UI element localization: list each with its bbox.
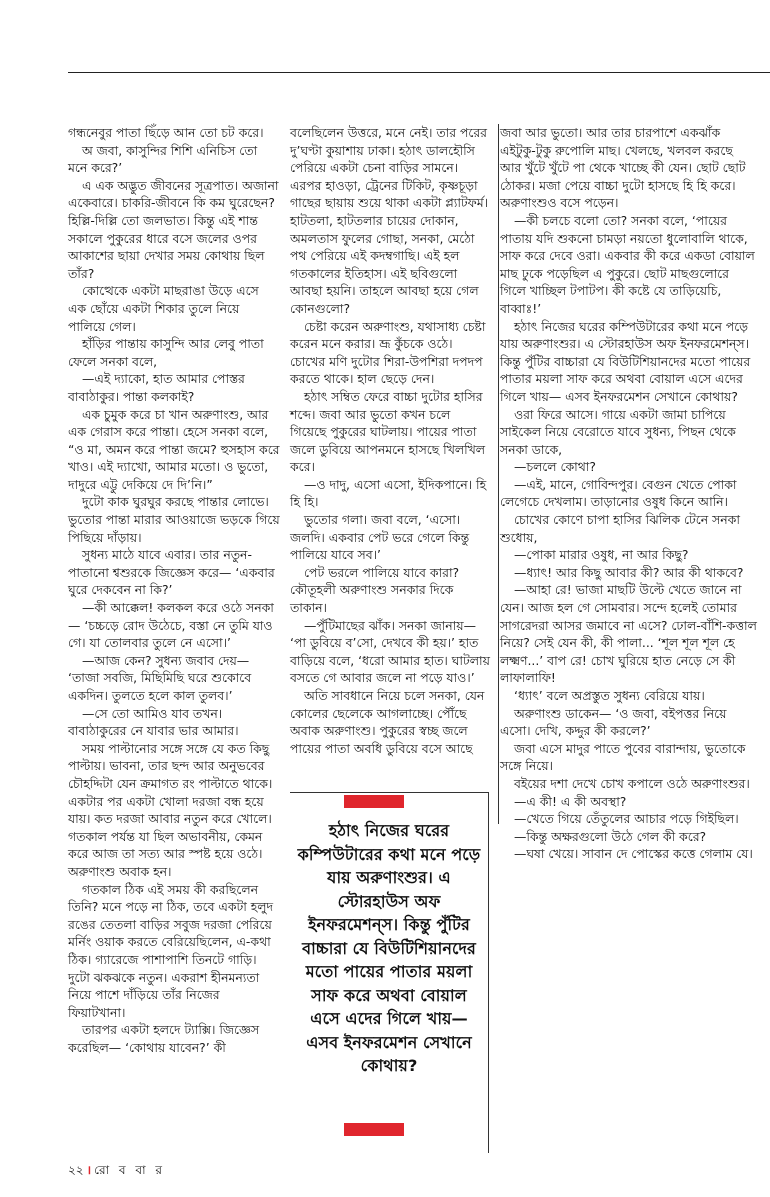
pull-quote-accent-bottom xyxy=(344,1123,404,1136)
top-rule xyxy=(68,72,770,73)
paragraph: চেষ্টা করেন অরুণাংশু, যথাসাধ্য চেষ্টা করেন মনে করার। ভ্রূ কুঁচকে ওঠে। চোখের মণি দুটোর শিরা-উপশিরা দপদপ করতে থাকে। হাল ছেড়ে দেন। xyxy=(290,318,486,387)
paragraph: —এ কী! এ কী অবস্থা? xyxy=(514,793,627,809)
paragraph: দুটো কাক ঘুরঘুর করছে পান্তার লোভে। ভুতোর পান্তা মারার আওয়াজে ভড়কে গিয়ে পিছিয়ে দাঁড়ায়। xyxy=(68,494,280,545)
paragraph: —ঘষা খেয়ে। সাবান দে পোস্কের কত্তে গেলাম যে। xyxy=(514,846,753,862)
paragraph: —আজ কেন? সুধন্য জবাব দেয়— ‘তাজা সবজি, মিছিমিছি ঘরে শুকোবে একদিন। তুলতে হলে কাল তুলব।’ xyxy=(68,652,252,703)
paragraph: ওরা ফিরে আসে। গায়ে একটা জামা চাপিয়ে সাইকেল নিয়ে বেরোতে যাবে সুধন্য, পিছন থেকে সনকা ডাকে, xyxy=(500,406,736,457)
footer-separator: । xyxy=(86,1163,92,1177)
column-divider xyxy=(498,124,499,824)
paragraph: এ এক অদ্ভুত জীবনের সূত্রপাত। অজানা একেবারে। চাকরি-জীবনে কি কম ঘুরেছেন? হিল্লি-দিল্লি তো জলভাত। কিন্তু এই শান্ত সকালে পুকুরের ধারে বসে জলের ওপর আকাশের ছায়া দেখার সময় কোথায় ছিল তাঁর? xyxy=(68,177,279,281)
paragraph: বলেছিলেন উত্তরে, মনে নেই। তার পরের দু’ঘণ্টা কুয়াশায় ঢাকা। হঠাৎ ডালহৌসি পেরিয়ে একটা চেনা বাড়ির সামনে। এরপর হাওড়া, ট্রেনের টিকিট, কৃষ্ণচূড়া গাছের ছায়ায় শুয়ে থাকা একটা প্ল্যাটফর্ম। হাটতলা, হাটতলার চায়ের দোকান, অমলতাস ফুলের গোছা, সনকা, মেঠো পথ পেরিয়ে এই কদম্বগাছি। এই হল গতকালের ইতিহাস। এই ছবিগুলো আবছা হয়নি। তাহলে আবছা হয়ে গেল কোনগুলো? xyxy=(290,125,489,316)
paragraph: —কিন্তু অক্ষরগুলো উঠে গেল কী করে? xyxy=(514,828,707,844)
text-column-3 xyxy=(500,124,758,863)
paragraph: এক চুমুক করে চা খান অরুণাংশু, আর এক গেরাস করে পান্তা। হেসে সনকা বলে, “ও মা, অমন করে পান্তা জমে? হুসহাস করে খাও। এই দ্যাখো, আমার মতো। ও ভুতো, দাদুরে এট্টু দেকিয়ে দে দি’নি।” xyxy=(68,406,280,492)
paragraph: ‘ধ্যাৎ’ বলে অপ্রস্তুত সুধন্য বেরিয়ে যায়। xyxy=(514,688,705,703)
text-column-1 xyxy=(68,124,280,1056)
paragraph: সময় পাল্টানোর সঙ্গে সঙ্গে যে কত কিছু পাল্টায়। ভাবনা, তার ছন্দ আর অনুভবের চৌহদ্দিটা যেন ক্রমাগত রং পাল্টাতে থাকে। একটার পর একটা খোলা দরজা বন্ধ হয়ে যায়। কত দরজা আবার নতুন করে খোলে। গতকাল পর্যন্ত যা ছিল অভাবনীয়, কেমন করে আজ তা সত্য আর স্পষ্ট হয়ে ওঠে। অরুণাংশু অবাক হন। xyxy=(68,740,273,879)
paragraph: গন্ধনেবুর পাতা ছিঁড়ে আন তো চট করে। xyxy=(68,125,264,140)
paragraph: তারপর একটা হলদে ট্যাক্সি। জিজ্ঞেস করেছিল— ‘কোথায় যাবেন?’ কী xyxy=(68,1022,260,1055)
paragraph: —কী চলচে বলো তো? সনকা বলে, ‘পায়ের পাতায় যদি শুকনো চামড়া নয়তো ধুলোবালি থাকে, সাফ করে দেবে ওরা। একবার কী করে একডা বোয়াল মাছ ঢুকে পড়েছিল এ পুকুরে। ছোট মাছগুলোরে গিলে খাচ্ছিল টপাটপ। কী কষ্টে যে তাড়িয়েচি, বাব্বাঃ!’ xyxy=(500,212,755,316)
paragraph: —সে তো আমিও যাব তখন। বাবাঠাকুরের নে যাবার ভার আমার। xyxy=(68,705,239,739)
paragraph: চোখের কোণে চাপা হাসির ঝিলিক টেনে সনকা শুধোয়, xyxy=(500,512,740,545)
paragraph: কোত্থেকে একটা মাছরাঙা উড়ে এসে এক ছোঁয়ে একটা শিকার তুলে নিয়ে পালিয়ে গেল। xyxy=(68,283,259,334)
paragraph: —এই, মানে, গোবিন্দপুর। বেগুন খেতে পোকা লেগেচে দেখলাম। তাড়ানোর ওষুধ কিনে আনি। xyxy=(500,476,737,510)
pull-quote-accent-top xyxy=(344,795,404,808)
paragraph: —পোকা মারার ওষুধ, না আর কিছু? xyxy=(514,547,689,563)
page-number: ২২ xyxy=(68,1163,84,1177)
paragraph: ভুতোর গলা। জবা বলে, ‘এসো। জলদি। একবার পেট ভরে গেলে কিন্তু পালিয়ে যাবে সব।’ xyxy=(290,512,470,563)
paragraph: হঠাৎ নিজের ঘরের কম্পিউটারের কথা মনে পড়ে যায় অরুণাংশুর। এ স্টোরহাউস অফ ইনফরমেশন্‌স। কিন্তু পুঁটির বাচ্চারা যে বিউটিশিয়ানদের মতো পায়ের পাতার ময়লা সাফ করে অথবা বোয়াল এসে এদের গিলে খায়— এসব ইনফরমেশন সেখানে কোথায়? xyxy=(500,318,751,404)
paragraph: জবা আর ভুতো। আর তার চারপাশে একঝাঁক এইটুকু-টুকু রুপোলি মাছ। খেলছে, খলবল করছে আর খুঁটে খুঁটে পা থেকে খাচ্ছে কী যেন। ছোট ছোট ঠোকর। মজা পেয়ে বাচ্চা দুটো হাসছে হি হি করে। অরুণাংশুও বসে পড়েন। xyxy=(500,125,746,211)
paragraph: সুধন্য মাঠে যাবে এবার। তার নতুন-পাতানো শ্বশুরকে জিজ্ঞেস করে— ‘একবার ঘুরে দেকবেন না কি?’ xyxy=(68,547,275,598)
paragraph: অ জবা, কাসুন্দির শিশি এনিচিস তো মনে করে?’ xyxy=(68,142,258,176)
paragraph: হঠাৎ সম্বিত ফেরে বাচ্চা দুটোর হাসির শব্দে। জবা আর ভুতো কখন চলে গিয়েছে পুকুরের ঘাটলায়। পায়ের পাতা জলে ডুবিয়ে আপনমনে হাসছে খিলখিল করে। xyxy=(290,388,486,475)
paragraph: —আহা রে! ভাজা মাছটি উল্টে খেতে জানে না যেন। আজ হল গে সোমবার। সন্দে হলেই তোমার সাগরেদরা আসর জমাবে না এসে? ঢোল-বাঁশি-কত্তাল নিয়ে? সেই যেন কী, কী পালা... ‘শূল শূল শূল হে লক্ষ্মণ...’ বাপ রে! চোখ ঘুরিয়ে হাত নেড়ে সে কী লাফালাফি! xyxy=(500,582,757,686)
paragraph: জবা এসে মাদুর পাতে পুবের বারান্দায়, ভুতোকে সঙ্গে নিয়ে। xyxy=(500,740,746,774)
paragraph: —কী আক্কেল! কলকল করে ওঠে সনকা— ‘চচ্চড়ে রোদ উঠেচে, বস্তা নে তুমি যাও গে। যা তোলবার তুলে নে এসো।’ xyxy=(68,600,274,651)
paragraph: গতকাল ঠিক এই সময় কী করছিলেন তিনি? মনে পড়ে না ঠিক, তবে একটা হলুদ রঙের তেতলা বাড়ির সবুজ দরজা পেরিয়ে মর্নিং ওয়াক করতে বেরিয়েছিলেন, এ-কথা ঠিক। গ্যারেজে পাশাপাশি তিনটে গাড়ি। দুটো ঝকঝকে নতুন। একরাশ হীনমন্যতা নিয়ে পাশে দাঁড়িয়ে তাঁর নিজের ফিয়াটখানা। xyxy=(68,881,274,1020)
paragraph: অরুণাংশু ডাকেন— ‘ও জবা, বইপত্তর নিয়ে এসো। দেখি, কদ্দুর কী করলে?’ xyxy=(500,705,727,739)
paragraph: —এই দ্যাকো, হাত আমার পোস্তর বাবাঠাকুর। পান্তা কলকাই? xyxy=(68,371,245,404)
paragraph: —চললে কোথা? xyxy=(514,459,596,475)
page-footer xyxy=(68,1161,165,1182)
magazine-name: রো ব বা র xyxy=(94,1163,166,1177)
paragraph: অতি সাবধানে নিয়ে চলে সনকা, যেন কোলের ছেলেকে আগলাচ্ছে। পৌঁছে অবাক অরুণাংশু। পুকুরের স্বচ্ছ জলে পায়ের পাতা অবধি ডুবিয়ে বসে আছে xyxy=(290,688,485,756)
paragraph: হাঁড়ির পান্তায় কাসুন্দি আর লেবু পাতা ফেলে সনকা বলে, xyxy=(68,336,264,369)
paragraph: —ধ্যাৎ! আর কিছু আবার কী? আর কী থাকবে? xyxy=(514,564,744,580)
paragraph: —ও দাদু, এসো এসো, ইদিকপানে। হি হি হি। xyxy=(290,476,487,510)
paragraph: —খেতে গিয়ে তেঁতুলের আচার পড়ে গিইছিল। xyxy=(514,811,739,827)
pull-quote-box xyxy=(290,792,489,1153)
paragraph: বইয়ের দশা দেখে চোখ কপালে ওঠে অরুণাংশুর। xyxy=(514,775,750,791)
paragraph: —পুঁটিমাছের ঝাঁক। সনকা জানায়— ‘পা ডুবিয়ে ব’সো, দেখবে কী হয়।’ হাত বাড়িয়ে বলে, ‘ধরো আমার হাত। ঘাটলায় বসতে গে আবার জলে না পড়ে যাও।’ xyxy=(290,617,490,686)
paragraph: পেট ভরলে পালিয়ে যাবে কারা? কৌতূহলী অরুণাংশু সনকার দিকে তাকান। xyxy=(290,564,460,616)
pull-quote-text: হঠাৎ নিজের ঘরের কম্পিউটারের কথা মনে পড়ে যায় অরুণাংশুর। এ স্টোরহাউস অফ ইনফরমেশন্‌স। কিন্তু পুঁটির বাচ্চারা যে বিউটিশিয়ানদের মতো পায়ের পাতার ময়লা সাফ করে অথবা বোয়াল এসে এদের গিলে খায়— এসব ইনফরমেশন সেখানে কোথায়? xyxy=(297,821,481,1075)
text-column-2 xyxy=(290,124,490,757)
